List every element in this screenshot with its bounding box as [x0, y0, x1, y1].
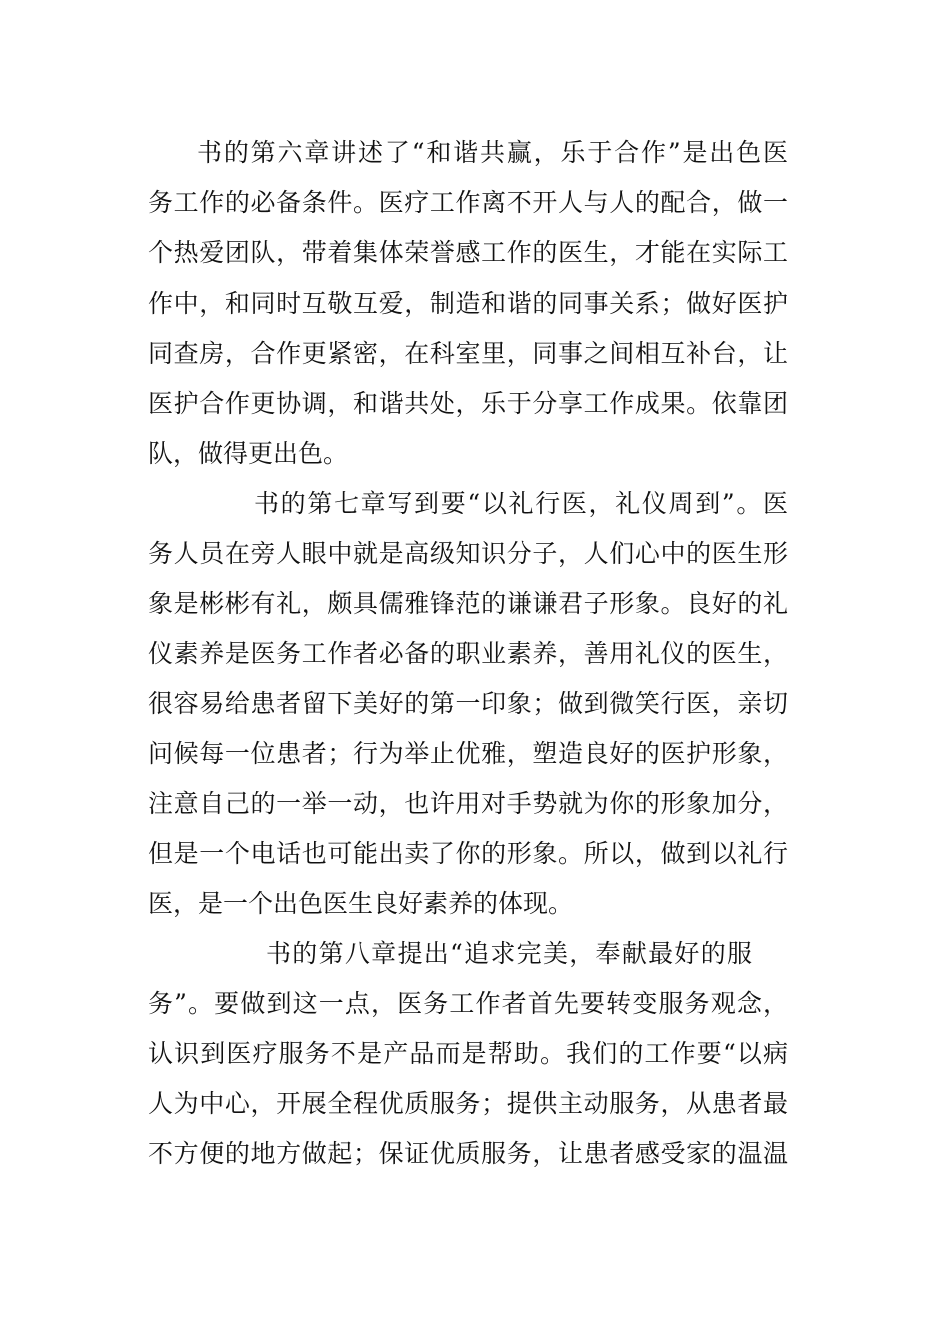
- paragraph-1-line-4: 作中，和同时互敬互爱，制造和谐的同事关系；做好医护: [148, 289, 788, 318]
- paragraph-3-line-5: 不方便的地方做起；保证优质服务，让患者感受家的温温: [148, 1139, 788, 1168]
- paragraph-1-line-7: 队，做得更出色。: [148, 439, 349, 468]
- paragraph-2-line-8: 但是一个电话也可能出卖了你的形象。所以，做到以礼行: [148, 839, 788, 868]
- paragraph-3-line-3: 认识到医疗服务不是产品而是帮助。我们的工作要“以病: [148, 1039, 788, 1068]
- paragraph-1-line-5: 同查房，合作更紧密，在科室里，同事之间相互补台，让: [148, 339, 788, 368]
- paragraph-3-line-2: 务”。要做到这一点，医务工作者首先要转变服务观念，: [148, 989, 788, 1018]
- paragraph-1-line-3: 个热爱团队，带着集体荣誉感工作的医生，才能在实际工: [148, 238, 788, 267]
- paragraph-1-line-1: 书的第六章讲述了“和谐共赢，乐于合作”是出色医: [197, 138, 788, 167]
- paragraph-2-line-3: 象是彬彬有礼，颇具儒雅锋范的谦谦君子形象。良好的礼: [148, 589, 788, 618]
- paragraph-1-line-6: 医护合作更协调，和谐共处，乐于分享工作成果。依靠团: [148, 389, 788, 418]
- paragraph-2-line-2: 务人员在旁人眼中就是高级知识分子，人们心中的医生形: [148, 539, 788, 568]
- paragraph-3-line-4: 人为中心，开展全程优质服务；提供主动服务，从患者最: [148, 1089, 788, 1118]
- paragraph-2-line-9: 医，是一个出色医生良好素养的体现。: [148, 889, 574, 918]
- paragraph-2-line-6: 问候每一位患者；行为举止优雅，塑造良好的医护形象，: [148, 739, 788, 768]
- paragraph-2-line-7: 注意自己的一举一动，也许用对手势就为你的形象加分，: [148, 789, 788, 818]
- paragraph-1-line-2: 务工作的必备条件。医疗工作离不开人与人的配合，做一: [148, 188, 788, 217]
- paragraph-2-line-4: 仪素养是医务工作者必备的职业素养，善用礼仪的医生，: [148, 639, 788, 668]
- paragraph-2-line-1: 书的第七章写到要“以礼行医，礼仪周到”。医: [254, 489, 788, 518]
- paragraph-2-line-5: 很容易给患者留下美好的第一印象；做到微笑行医，亲切: [148, 689, 788, 718]
- paragraph-3-line-1: 书的第八章提出“追求完美，奉献最好的服: [266, 939, 752, 968]
